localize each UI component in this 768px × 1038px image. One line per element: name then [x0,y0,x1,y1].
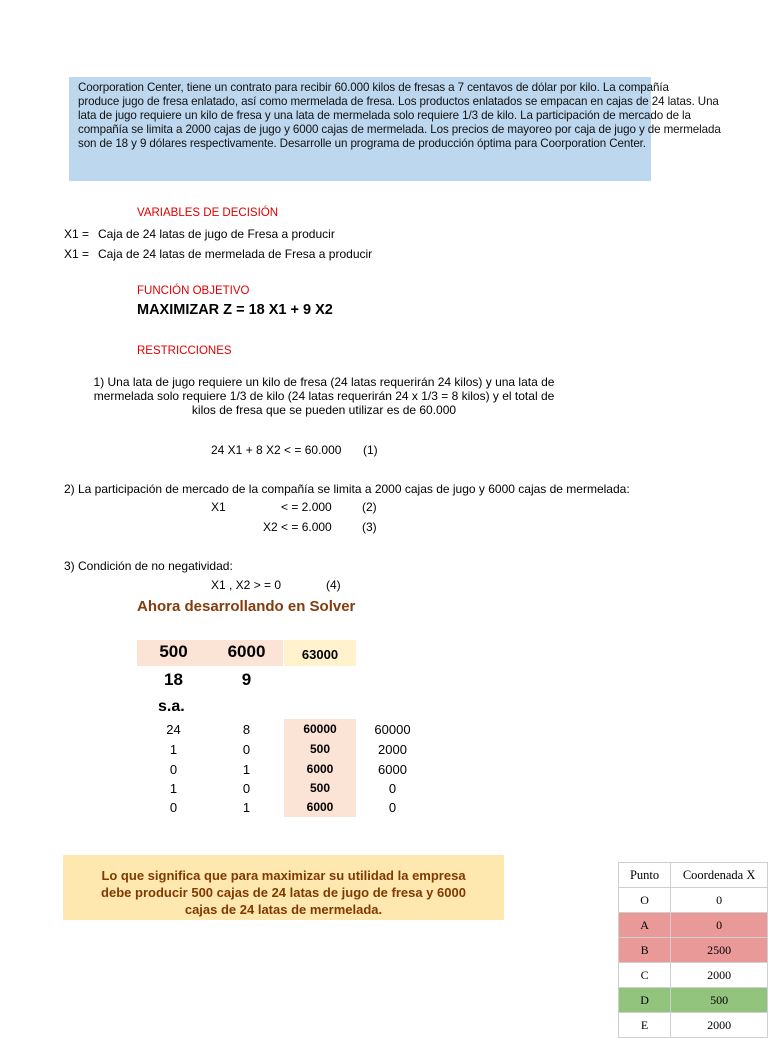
constraint-rhs: 60000 [374,722,411,737]
problem-line: produce jugo de fresa enlatado, así como mermelada de fresa. Los productos enlatados se empacan en cajas de 24 latas. Una [78,95,719,108]
restriction-3-equation: X1 , X2 > = 0 [211,578,282,592]
restriction-3-number: (4) [326,578,341,592]
point-label: C [619,963,671,988]
constraint-rhs: 0 [388,781,397,796]
conclusion-line: cajas de 24 latas de mermelada. [184,902,383,917]
header-coordenada-x: Coordenada X [671,863,768,888]
conclusion-line: Lo que significa que para maximizar su utilidad la empresa [101,868,466,883]
constraint-coef-b: 1 [242,800,251,815]
restriction-1-equation: 24 X1 + 8 X2 < = 60.000 [211,443,342,457]
coefficient-x1: 18 [164,670,183,689]
point-label: A [619,913,671,938]
solver-heading: Ahora desarrollando en Solver [137,598,356,615]
point-label: O [619,888,671,913]
constraint-lhs: 6000 [306,800,334,814]
points-table [618,862,768,1038]
restriction-1-number: (1) [363,443,378,457]
decision-var-name: X1 = [64,247,90,261]
table-row [619,988,768,1013]
objective-heading: FUNCIÓN OBJETIVO [137,285,250,297]
restriction-2a-number: (2) [362,500,377,514]
restriction-2b-equation: X2 < = 6.000 [263,520,332,534]
table-row [619,963,768,988]
constraint-coef-a: 0 [169,762,178,777]
objective-formula: MAXIMIZAR Z = 18 X1 + 9 X2 [137,302,333,318]
restriction-2-text: 2) La participación de mercado de la compañía se limita a 2000 cajas de jugo y 6000 cajas de mermelada: [64,482,630,496]
restriction-2b-number: (3) [362,520,377,534]
point-x: 0 [671,913,768,938]
constraint-coef-b: 8 [242,722,251,737]
table-row [619,1013,768,1038]
point-label: B [619,938,671,963]
constraint-coef-b: 0 [242,781,251,796]
problem-line: son de 18 y 9 dólares respectivamente. Desarrolle un programa de producción óptima para Coorporation Center. [78,137,646,150]
table-row [619,913,768,938]
restriction-2a-var: X1 [211,500,226,514]
constraint-lhs: 60000 [303,722,337,736]
constraint-coef-a: 1 [169,781,178,796]
table-row [619,888,768,913]
constraint-coef-a: 24 [166,722,181,737]
solution-x1: 500 [159,642,188,661]
restriction-1-line: 1) Una lata de jugo requiere un kilo de fresa (24 latas requerirán 24 kilos) y una lata de [93,375,555,389]
constraint-lhs: 500 [309,781,331,795]
decision-variables-heading: VARIABLES DE DECISIÓN [137,207,279,219]
constraint-lhs: 6000 [306,762,334,776]
point-label: E [619,1013,671,1038]
constraint-coef-a: 1 [169,742,178,757]
restriction-1-line: mermelada solo requiere 1/3 de kilo (24 latas requerirán 24 x 1/3 = 8 kilos) y el total de [93,389,555,403]
coefficient-x2: 9 [241,670,252,689]
solution-x2: 6000 [227,642,266,661]
point-x: 2500 [671,938,768,963]
constraint-lhs: 500 [309,742,331,756]
constraint-coef-b: 0 [242,742,251,757]
problem-line: lata de jugo requiere un kilo de fresa y una lata de mermelada solo requiere 1/3 de kilo. La participación de mercado de la [78,109,691,122]
constraint-rhs: 0 [388,800,397,815]
restriction-2a-equation: < = 2.000 [281,500,332,514]
restriction-1-line: kilos de fresa que se pueden utilizar es de 60.000 [191,403,457,417]
constraint-rhs: 2000 [378,742,407,757]
problem-statement-box [69,77,721,181]
point-label: D [619,988,671,1013]
decision-var-desc: Caja de 24 latas de jugo de Fresa a producir [98,227,335,241]
table-row [619,938,768,963]
conclusion-line: debe producir 500 cajas de 24 latas de jugo de fresa y 6000 [101,885,466,900]
restrictions-heading: RESTRICCIONES [137,345,232,357]
point-x: 2000 [671,1013,768,1038]
decision-var-name: X1 = [64,227,90,241]
conclusion-box [63,855,504,920]
constraint-rhs: 6000 [378,762,407,777]
point-x: 0 [671,888,768,913]
problem-line: compañía se limita a 2000 cajas de jugo y 6000 cajas de mermelada. Los precios de mayoreo por caja de jugo y de mermelada [78,123,721,136]
constraint-coef-a: 0 [169,800,178,815]
restriction-3-text: 3) Condición de no negatividad: [64,559,233,573]
sa-label: s.a. [158,698,185,715]
point-x: 2000 [671,963,768,988]
header-punto: Punto [619,863,671,888]
decision-var-desc: Caja de 24 latas de mermelada de Fresa a producir [98,247,373,261]
objective-value: 63000 [284,640,356,666]
problem-line: Coorporation Center, tiene un contrato para recibir 60.000 kilos de fresas a 7 centavos de dólar por kilo. La compañía [78,81,669,94]
constraint-coef-b: 1 [242,762,251,777]
point-x: 500 [671,988,768,1013]
